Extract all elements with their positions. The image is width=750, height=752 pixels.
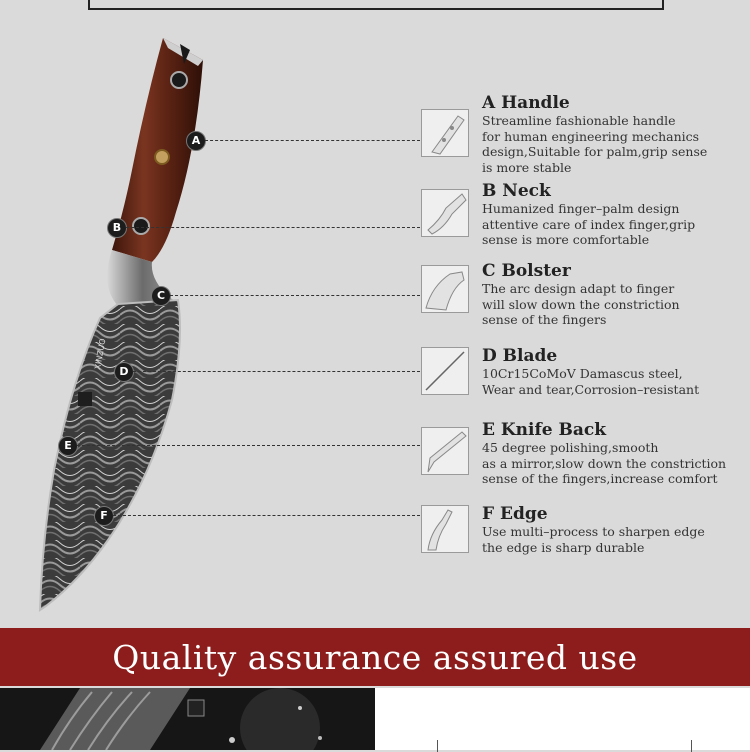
marker-c: C — [151, 286, 171, 306]
feature-description: Wear and tear,Corrosion–resistant — [482, 381, 700, 397]
feature-description: sense of the fingers,increase comfort — [482, 471, 718, 486]
feature-title: F Edge — [482, 504, 548, 524]
leader-line-d — [133, 371, 420, 372]
divider — [691, 740, 692, 752]
feature-description: is more stable — [482, 159, 572, 175]
marker-d: D — [114, 362, 134, 382]
feature-title: A Handle — [482, 93, 570, 113]
feature-title: D Blade — [482, 346, 558, 366]
thumbnail-handle — [421, 109, 469, 157]
thumbnail-neck — [421, 189, 469, 237]
feature-description: attentive care of index finger,grip — [482, 216, 696, 232]
thumbnail-blade — [421, 347, 469, 395]
feature-bolster — [482, 261, 742, 328]
svg-text:XINZUO: XINZUO — [93, 337, 108, 371]
feature-neck — [482, 181, 742, 248]
feature-description: Use multi–process to sharpen edge — [482, 524, 705, 539]
leader-line-c — [170, 295, 420, 296]
knife-illustration — [0, 0, 420, 628]
feature-description: as a mirror,slow down the constriction — [482, 455, 727, 471]
leader-line-f — [113, 515, 420, 516]
feature-description: 45 degree polishing,smooth — [482, 440, 659, 455]
thumbnail-knife-back — [421, 427, 469, 475]
leader-line-a — [205, 140, 420, 141]
divider — [437, 740, 438, 752]
marker-b: B — [107, 218, 127, 238]
feature-edge — [482, 504, 742, 555]
banner-title: Quality assurance assured use — [112, 637, 638, 677]
feature-description: The arc design adapt to finger — [482, 281, 675, 296]
feature-title: B Neck — [482, 181, 551, 201]
feature-description: Humanized finger–palm design — [482, 201, 680, 216]
quality-banner — [0, 628, 750, 686]
feature-description: will slow down the constriction — [482, 296, 680, 312]
knife-image — [0, 0, 420, 628]
feature-blade — [482, 346, 742, 397]
feature-description: sense is more comfortable — [482, 232, 650, 247]
feature-title: E Knife Back — [482, 420, 607, 440]
feature-description: design,Suitable for palm,grip sense — [482, 144, 708, 159]
detail-image-panel — [375, 688, 750, 750]
marker-f: F — [94, 506, 114, 526]
feature-knife-back — [482, 420, 742, 487]
feature-description: the edge is sharp durable — [482, 539, 645, 555]
damascus-closeup-image — [0, 688, 375, 750]
marker-a: A — [186, 131, 206, 151]
feature-description: sense of the fingers — [482, 312, 607, 327]
thumbnail-bolster — [421, 265, 469, 313]
feature-description: Streamline fashionable handle — [482, 113, 676, 128]
thumbnail-edge — [421, 505, 469, 553]
feature-description: 10Cr15CoMoV Damascus steel, — [482, 366, 683, 381]
marker-e: E — [58, 436, 78, 456]
feature-description: for human engineering mechanics — [482, 128, 700, 144]
feature-handle — [482, 93, 742, 175]
leader-line-b — [126, 227, 420, 228]
leader-line-e — [77, 445, 420, 446]
feature-title: C Bolster — [482, 261, 571, 281]
